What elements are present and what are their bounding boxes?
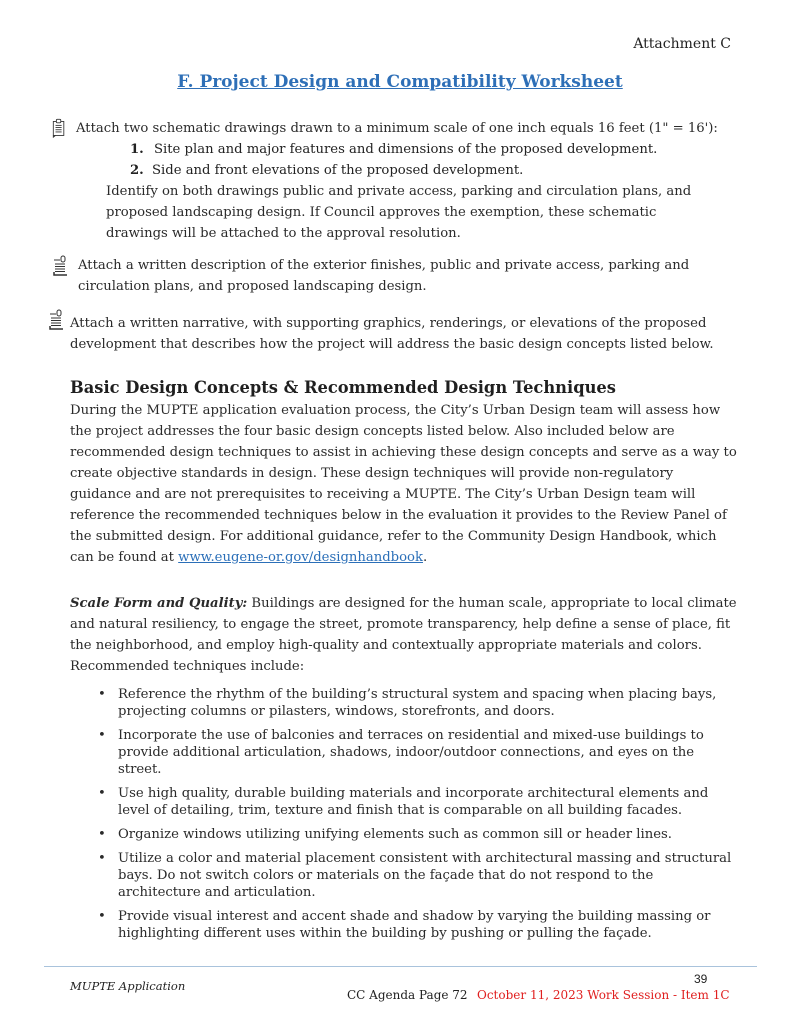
list-item: • Provide visual interest and accent shade and shadow by varying the building massing or highlighting different uses within the building by pushing or pulling the façade. — [98, 909, 711, 941]
bullet-icon: • — [98, 909, 106, 924]
drawings-note-line-1: Identify on both drawings public and private access, parking and circulation plans, and — [106, 184, 692, 199]
footer-divider — [44, 966, 757, 967]
bullet-icon: • — [98, 728, 106, 743]
page-number: 39 — [694, 972, 708, 986]
attachment-document-icon — [48, 309, 66, 335]
drawings-note-line-3: drawings will be attached to the approval resolution. — [106, 226, 461, 241]
link-prefix: can be found at — [70, 550, 179, 565]
scale-form-line-3: the neighborhood, and employ high-quality and contextually appropriate materials and colors. — [70, 638, 702, 653]
section-paragraph-line-7: the submitted design. For additional guidance, refer to the Community Design Handbook, which — [70, 529, 717, 544]
checklist-item-drawings: Attach two schematic drawings drawn to a minimum scale of one inch equals 16 feet (1" = 16'): — [76, 121, 718, 136]
number-label: 2. — [130, 163, 144, 178]
link-suffix: . — [423, 550, 428, 565]
checklist-item-description-line-2: circulation plans, and proposed landscaping design. — [78, 279, 427, 294]
page-title: F. Project Design and Compatibility Worksheet — [177, 72, 623, 92]
section-paragraph-line-6: reference the recommended techniques below in the evaluation it provides to the Review Panel of — [70, 508, 727, 523]
numbered-text: Side and front elevations of the proposed development. — [152, 163, 524, 178]
list-item: • Organize windows utilizing unifying elements such as common sill or header lines. — [98, 827, 672, 842]
numbered-text: Site plan and major features and dimensions of the proposed development. — [154, 142, 658, 157]
list-item: • Reference the rhythm of the building’s structural system and spacing when placing bays, projecting columns or pilasters, windows, storefronts, and doors. — [98, 687, 717, 719]
section-paragraph-line-5: guidance and are not prerequisites to receiving a MUPTE. The City’s Urban Design team will — [70, 487, 696, 502]
section-paragraph-line-3: recommended design techniques to assist in achieving these design concepts and serve as a way to — [70, 445, 737, 460]
techniques-list — [92, 686, 732, 949]
section-paragraph-line-1: During the MUPTE application evaluation process, the City’s Urban Design team will assess how — [70, 403, 721, 418]
checklist-item-description-line-1: Attach a written description of the exterior finishes, public and private access, parking and — [78, 258, 690, 273]
footer-doc-name: MUPTE Application — [70, 979, 186, 993]
list-item: • Use high quality, durable building materials and incorporate architectural elements and level of detailing, trim, texture and finish that is comparable on all building facades. — [98, 786, 709, 818]
bullet-icon: • — [98, 687, 106, 702]
agenda-page: CC Agenda Page 72 — [347, 988, 468, 1002]
list-item: • Incorporate the use of balconies and terraces on residential and mixed-use buildings to provide additional articulation, shadows, indoor/outdoor connections, and eyes on the street. — [98, 728, 704, 777]
scale-form-line-2: and natural resiliency, to engage the street, promote transparency, help define a sense of place, fit — [70, 617, 731, 632]
section-heading: Basic Design Concepts & Recommended Design Techniques — [70, 378, 616, 397]
drawings-note-line-2: proposed landscaping design. If Council approves the exemption, these schematic — [106, 205, 657, 220]
section-paragraph-line-8 — [70, 547, 427, 568]
bullet-icon: • — [98, 851, 106, 866]
number-label: 1. — [130, 142, 144, 157]
design-handbook-link[interactable]: www.eugene-or.gov/designhandbook — [178, 550, 423, 565]
scale-form-text: Buildings are designed for the human scale, appropriate to local climate — [247, 596, 737, 611]
attachment-document-icon — [52, 255, 70, 281]
bullet-icon: • — [98, 786, 106, 801]
numbered-item-2 — [130, 160, 523, 181]
work-session-label: October 11, 2023 Work Session - Item 1C — [477, 988, 730, 1002]
numbered-item-1 — [130, 139, 657, 160]
checklist-item-narrative-line-2: development that describes how the project will address the basic design concepts listed below. — [70, 337, 714, 352]
attachment-clipboard-icon — [52, 118, 66, 142]
section-paragraph-line-2: the project addresses the four basic design concepts listed below. Also included below are — [70, 424, 675, 439]
scale-form-line-4: Recommended techniques include: — [70, 659, 305, 674]
scale-form-line-1 — [70, 593, 737, 614]
bullet-icon: • — [98, 827, 106, 842]
scale-form-label: Scale Form and Quality: — [70, 596, 248, 611]
list-item: • Utilize a color and material placement consistent with architectural massing and structural bays. Do not switch colors or materials on the façade that do not respond to the architecture and articulation. — [98, 851, 732, 900]
checklist-item-narrative-line-1: Attach a written narrative, with supporting graphics, renderings, or elevations of the proposed — [70, 316, 707, 331]
section-paragraph-line-4: create objective standards in design. These design techniques will provide non-regulatory — [70, 466, 674, 481]
attachment-label: Attachment C — [633, 36, 731, 52]
